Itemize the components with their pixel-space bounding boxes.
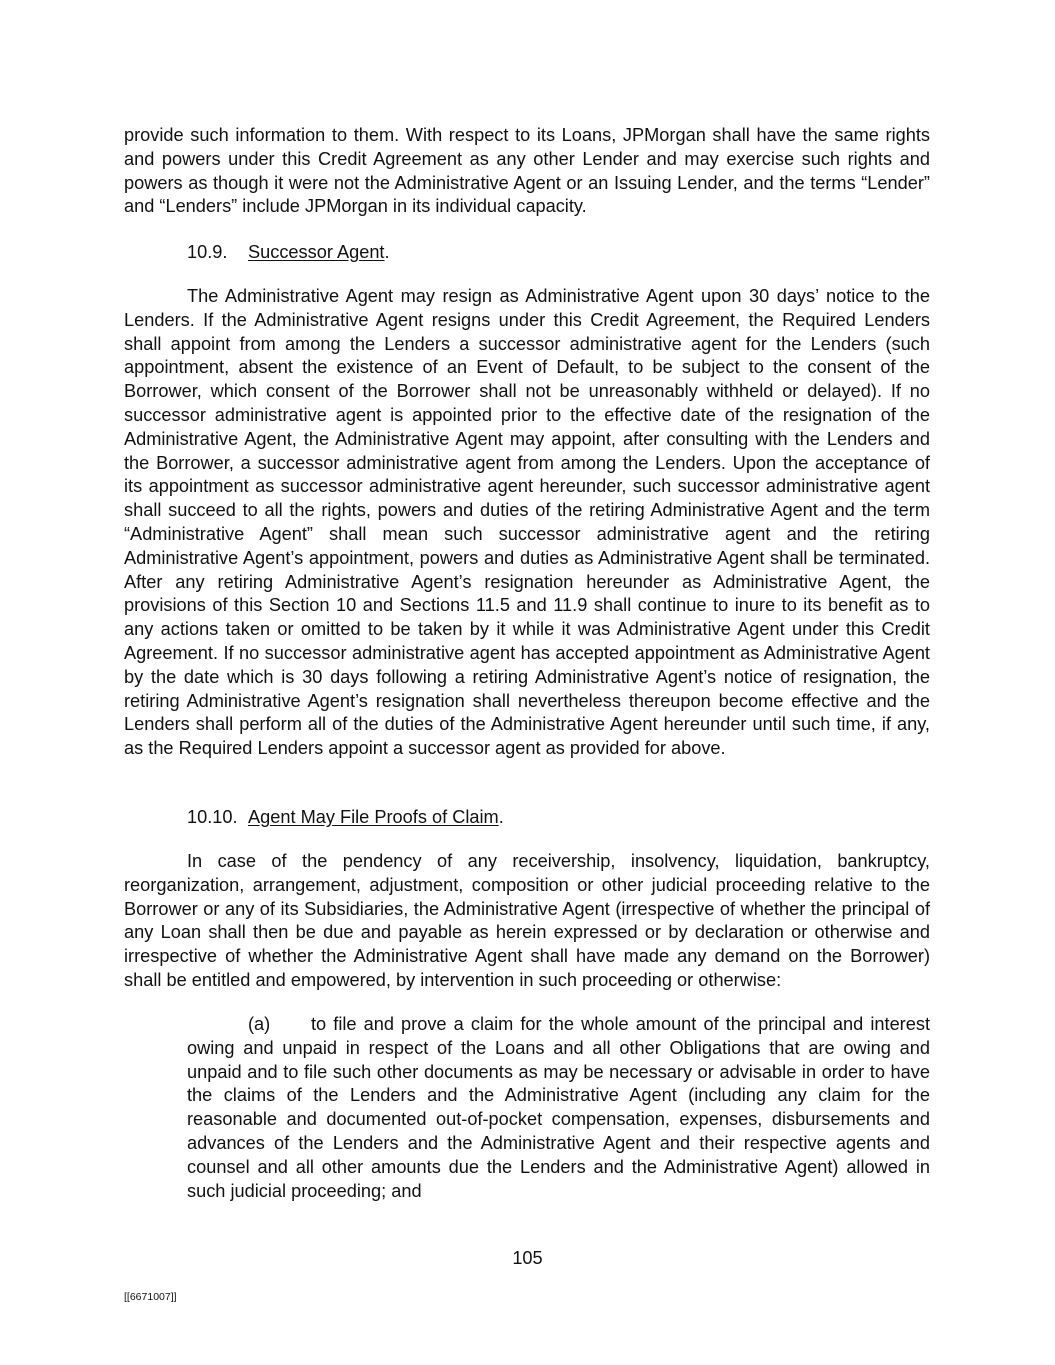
- section-title-suffix: .: [498, 807, 504, 827]
- section-10-10-heading: [187, 805, 504, 829]
- document-id: [[6671007]]: [124, 1291, 177, 1303]
- subitem-text: to file and prove a claim for the whole amount of the principal and interest owing and unpaid in respect of the Loans and all other Obligations that are owing and unpaid and to file such other documents as may be necessary or advisable in order to have the claims of the Lenders and the Administrative Agent (including any claim for the reasonable and documented out-of-pocket compensation, expenses, disbursements and advances of the Lenders and the Administrative Agent and their respective agents and counsel and all other amounts due the Lenders and the Administrative Agent) allowed in such judicial proceeding; and: [187, 1014, 930, 1201]
- intro-paragraph: provide such information to them. With respect to its Loans, JPMorgan shall have the same rights and powers under this Credit Agreement as any other Lender and may exercise such rights and powers as though it were not the Administrative Agent or an Issuing Lender, and the terms “Lender” and “Lenders” include JPMorgan in its individual capacity.: [124, 125, 930, 217]
- section-title: Agent May File Proofs of Claim: [248, 807, 499, 827]
- section-title: Successor Agent: [248, 242, 385, 262]
- page-number: 105: [512, 1248, 543, 1268]
- subitem-a: [187, 1013, 930, 1203]
- subitem-marker: (a): [248, 1014, 271, 1034]
- section-10-10-body: In case of the pendency of any receivership, insolvency, liquidation, bankruptcy, reorganization, arrangement, adjustment, composition or other judicial proceeding relative to the Borrower or any of its Subsidiaries, the Administrative Agent (irrespective of whether the principal of any Loan shall then be due and payable as herein expressed or by declaration or otherwise and irrespective of whether the Administrative Agent shall have made any demand on the Borrower) shall be entitled and empowered, by intervention in such proceeding or otherwise:: [124, 851, 930, 990]
- section-number: 10.10.: [187, 807, 238, 827]
- section-10-9-heading: [187, 240, 390, 264]
- section-title-suffix: .: [384, 242, 390, 262]
- section-number: 10.9.: [187, 242, 228, 262]
- section-10-9-body: The Administrative Agent may resign as Administrative Agent upon 30 days’ notice to the Lenders. If the Administrative Agent resigns under this Credit Agreement, the Required Lenders shall appoint from among the Lenders a successor administrative agent for the Lenders (such appointment, absent the existence of an Event of Default, to be subject to the consent of the Borrower, which consent of the Borrower shall not be unreasonably withheld or delayed). If no successor administrative agent is appointed prior to the effective date of the resignation of the Administrative Agent, the Administrative Agent may appoint, after consulting with the Lenders and the Borrower, a successor administrative agent from among the Lenders. Upon the acceptance of its appointment as successor administrative agent hereunder, such successor administrative agent shall succeed to all the rights, powers and duties of the retiring Administrative Agent and the term “Administrative Agent” shall mean such successor administrative agent and the retiring Administrative Agent’s appointment, powers and duties as Administrative Agent shall be terminated. After any retiring Administrative Agent’s resignation hereunder as Administrative Agent, the provisions of this Section 10 and Sections 11.5 and 11.9 shall continue to inure to its benefit as to any actions taken or omitted to be taken by it while it was Administrative Agent under this Credit Agreement. If no successor administrative agent has accepted appointment as Administrative Agent by the date which is 30 days following a retiring Administrative Agent’s notice of resignation, the retiring Administrative Agent’s resignation shall nevertheless thereupon become effective and the Lenders shall perform all of the duties of the Administrative Agent hereunder until such time, if any, as the Required Lenders appoint a successor agent as provided for above.: [124, 286, 930, 759]
